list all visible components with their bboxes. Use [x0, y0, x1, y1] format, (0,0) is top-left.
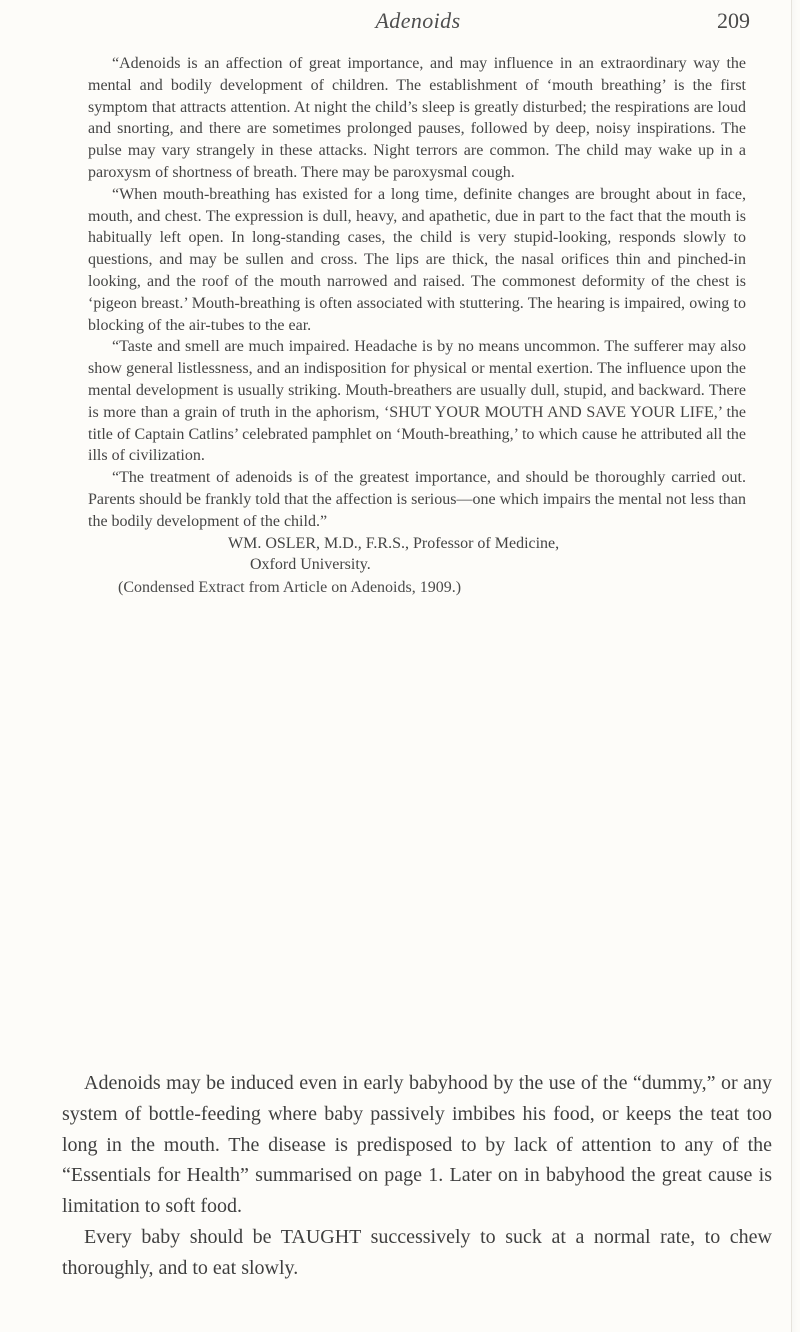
- quote-paragraph-1: “Adenoids is an affection of great importance, and may influence in an extraordinary way the mental and bodily development of children. The establishment of ‘mouth breathing’ is the first symptom that attracts attention. At night the child’s sleep is greatly disturbed; the respirations are loud and snorting, and there are sometimes prolonged pauses, followed by deep, noisy inspirations. The pulse may vary strangely in these attacks. Night terrors are common. The child may wake up in a paroxysm of shortness of breath. There may be paroxysmal cough.: [88, 55, 746, 181]
- signature-line-2: Oxford University.: [250, 555, 371, 573]
- source-note: (Condensed Extract from Article on Adenoids, 1909.): [118, 578, 462, 596]
- page-edge-shadow: [791, 0, 798, 1332]
- body-paragraph-1: Adenoids may be induced even in early babyhood by the use of the “dummy,” or any system of bottle-feeding where baby passively imbibes his food, or keeps the teat too long in the mouth. The disease is predisposed to by lack of attention to any of the “Essentials for Health” summarised on page 1. Later on in babyhood the great cause is limitation to soft food.: [62, 1072, 772, 1218]
- quoted-extract: [88, 53, 746, 598]
- page-number: 209: [717, 8, 750, 33]
- running-title: Adenoids: [375, 8, 461, 33]
- quote-signature: [88, 533, 746, 575]
- quote-paragraph-4: “The treatment of adenoids is of the greatest importance, and should be thoroughly carried out. Parents should be frankly told that the affection is serious—one which impairs the mental not less than the bodily development of the child.”: [88, 469, 746, 530]
- quote-paragraph-3: “Taste and smell are much impaired. Headache is by no means uncommon. The sufferer may also show general listlessness, and an indisposition for physical or mental exertion. The influence upon the mental development is usually striking. Mouth-breathers are usually dull, stupid, and backward. There is more than a grain of truth in the aphorism, ‘SHUT YOUR MOUTH AND SAVE YOUR LIFE,’ the title of Captain Catlins’ celebrated pamphlet on ‘Mouth-breathing,’ to which cause he attributed all the ills of civilization.: [88, 338, 746, 465]
- quote-paragraph-2: “When mouth-breathing has existed for a long time, definite changes are brought about in face, mouth, and chest. The expression is dull, heavy, and apathetic, due in part to the fact that the mouth is habitually left open. In long-standing cases, the child is very stupid-looking, responds slowly to questions, and may be sullen and cross. The lips are thick, the nasal orifices thin and pinched-in looking, and the roof of the mouth narrowed and raised. The commonest deformity of the chest is ‘pigeon breast.’ Mouth-breathing is often associated with stuttering. The hearing is impaired, owing to blocking of the air-tubes to the ear.: [88, 185, 746, 334]
- body-paragraph-2: Every baby should be TAUGHT successively to suck at a normal rate, to chew thoroughly, and to eat slowly.: [62, 1225, 772, 1279]
- running-header: [58, 8, 778, 40]
- signature-line-1: WM. OSLER, M.D., F.R.S., Professor of Medicine,: [228, 534, 560, 552]
- main-body-text: [62, 1068, 772, 1284]
